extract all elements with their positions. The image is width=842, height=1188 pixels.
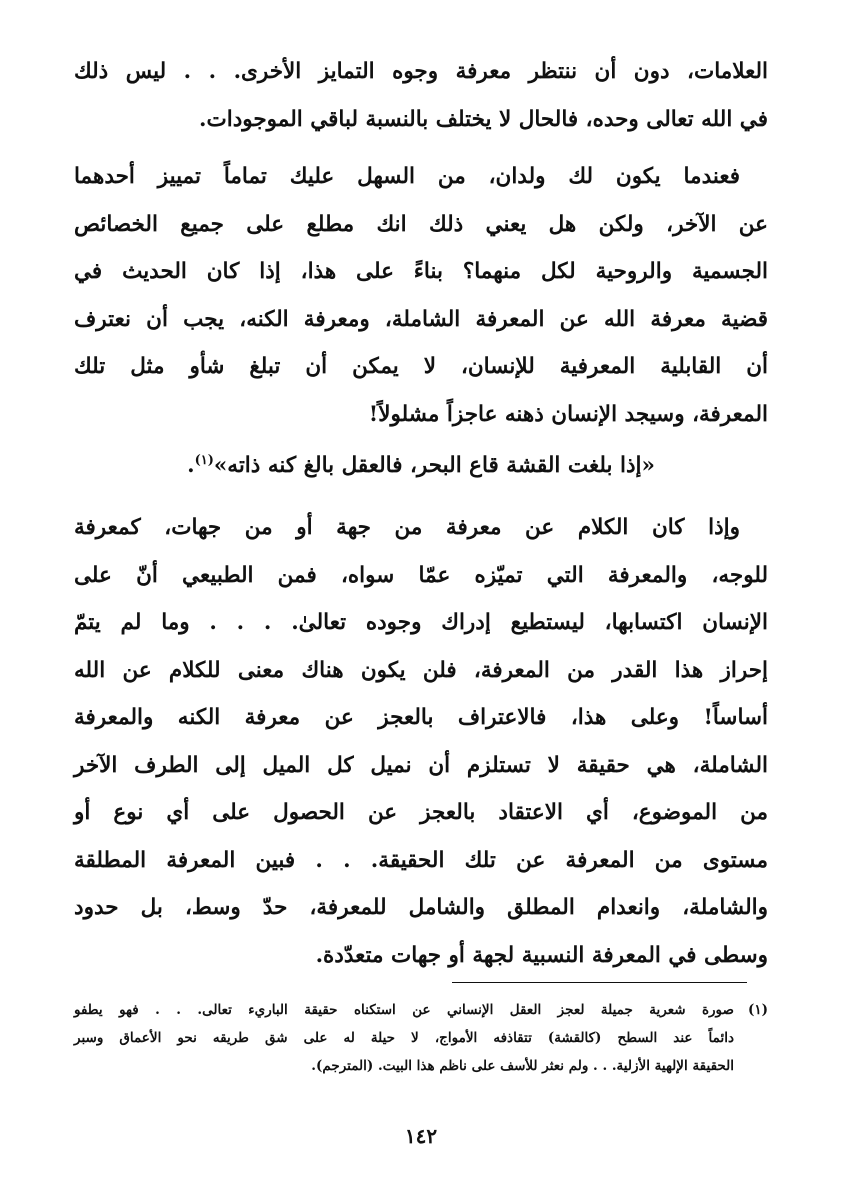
paragraph-3 [74,504,768,979]
text-line: العلامات، دون أن ننتظر معرفة وجوه التمايز الأخرى. . . ليس ذلك [74,59,768,84]
text-line: وإذا كان الكلام عن معرفة من جهة أو من جهات، كمعرفة [74,515,740,540]
footnote-text: صورة شعرية جميلة لعجز العقل الإنساني عن استكناه حقيقة الباريء تعالى. . . فهو يطفو [74,1002,734,1018]
text-line: الإنسان اكتسابها، ليستطيع إدراك وجوده تعالىٰ. . . . وما لم يتمّ [74,610,768,635]
text-line: الجسمية والروحية لكل منهما؟ بناءً على هذا، إذا كان الحديث في [74,259,768,284]
footnote-line [74,996,768,1024]
text-line: الشاملة، هي حقيقة لا تستلزم أن نميل كل الميل إلى الطرف الآخر [74,752,768,778]
text-line: أساساً! وعلى هذا، فالاعتراف بالعجز عن معرفة الكنه والمعرفة [74,705,768,730]
verse-period: . [187,453,195,478]
footnote-separator [452,982,747,983]
verse-text: «إذا بلغت القشة قاع البحر، فالعقل بالغ كنه ذاته» [213,453,655,478]
text-line: المعرفة، وسيجد الإنسان ذهنه عاجزاً مشلولاً! [368,401,768,427]
text-line: عن الآخر، ولكن هل يعني ذلك انك مطلع على جميع الخصائص [74,211,768,237]
text-line: من الموضوع، أي الاعتقاد بالعجز عن الحصول على أي نوع أو [74,800,768,825]
paragraph-2 [74,153,768,438]
text-line: والشاملة، وانعدام المطلق والشامل للمعرفة، حدّ وسط، بل حدود [74,895,768,920]
text-line: إحراز هذا القدر من المعرفة، فلن يكون هناك معنى للكلام عن الله [74,657,768,683]
footnote-line: الحقيقة الإلهية الأزلية. . . ولم نعثر للأسف على ناظم هذا البيت. (المترجم). [311,1058,734,1074]
paragraph-1 [74,48,768,143]
text-line: في الله تعالى وحده، فالحال لا يختلف بالنسبة لباقي الموجودات. [199,106,768,132]
footnote [74,996,768,1080]
text-line: أن القابلية المعرفية للإنسان، لا يمكن أن تبلغ شأو مثل تلك [74,354,768,379]
footnote-reference: (١) [194,452,214,468]
page-body [74,48,768,979]
text-line: فعندما يكون لك ولدان، من السهل عليك تماماً تمييز أحدهما [74,164,740,189]
text-line: للوجه، والمعرفة التي تميّزه عمّا سواه، فمن الطبيعي أنّ على [74,562,768,588]
text-line: قضية معرفة الله عن المعرفة الشاملة، ومعرفة الكنه، يجب أن نعترف [74,306,768,332]
verse-quote [74,438,768,494]
text-line: مستوى من المعرفة عن تلك الحقيقة. . . فبين المعرفة المطلقة [74,847,768,873]
footnote-line: دائماً عند السطح (كالقشة) تتقاذفه الأمواج، لا حيلة له على شق طريقه نحو الأعماق وسبر [74,1030,734,1046]
footnote-number: (١) [747,1002,768,1018]
page-number: ١٤٢ [404,1124,438,1148]
text-line: وسطى في المعرفة النسبية لجهة أو جهات متعدّدة. [315,942,768,968]
